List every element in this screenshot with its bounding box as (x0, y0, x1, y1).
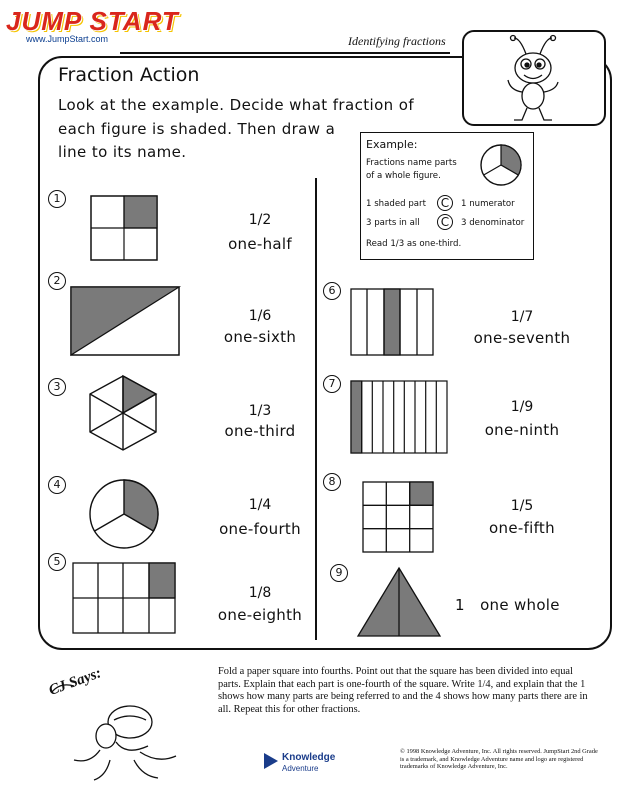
fraction-symbol: 1/3 (248, 403, 272, 419)
fraction-word: one-third (224, 422, 296, 440)
figure-2-rectangle (70, 286, 180, 356)
figure-7-strips (350, 380, 448, 454)
instruction-line: each figure is shaded. Then draw a (58, 120, 336, 138)
publisher-name-line1: Knowledge (282, 752, 336, 763)
figure-9-triangle (356, 566, 442, 638)
publisher-flag-icon (264, 753, 278, 769)
figure-8-square-grid (362, 481, 434, 553)
example-box (360, 132, 534, 260)
fraction-symbol: 1/5 (510, 498, 534, 514)
example-circled-letter: C (437, 195, 453, 211)
example-numerator-label: 1 numerator (461, 199, 515, 209)
logo-url: www.JumpStart.com (26, 34, 109, 44)
fraction-symbol: 1/2 (248, 212, 272, 228)
fraction-word: one-ninth (484, 421, 560, 439)
example-circled-letter: C (437, 214, 453, 230)
publisher-name-line2: Adventure (282, 764, 319, 773)
instruction-line: Look at the example. Decide what fraction of (58, 96, 415, 114)
figure-6-strips (350, 288, 434, 356)
example-heading: Example: (366, 138, 418, 151)
header-rule (120, 52, 450, 54)
character-box (462, 30, 606, 126)
fraction-word: one-sixth (223, 328, 297, 346)
read-fraction: 1/3 (390, 239, 405, 249)
example-circle-figure (479, 143, 523, 187)
example-part-label: 1 shaded part (366, 199, 426, 209)
fraction-symbol: 1/8 (248, 585, 272, 601)
figure-number: 1 (48, 190, 66, 208)
fraction-word: one-seventh (473, 329, 571, 347)
figure-3-hexagon (84, 374, 162, 452)
fraction-word: one whole (480, 596, 560, 614)
figure-number: 9 (330, 564, 348, 582)
example-all-label: 3 parts in all (366, 218, 420, 228)
fraction-symbol: 1 (455, 596, 465, 614)
publisher-logo (282, 752, 335, 774)
fraction-word: one-fourth (219, 520, 301, 538)
example-text: of a whole figure. (366, 171, 441, 181)
example-read-line (366, 239, 461, 249)
read-prefix: Read (366, 239, 388, 249)
figure-5-rect-grid (72, 562, 176, 634)
cj-says-label: CJ Says: (46, 665, 104, 699)
worksheet-topic: Identifying fractions (348, 34, 446, 48)
fraction-whole (455, 596, 595, 614)
worksheet-title: Fraction Action (58, 64, 200, 86)
jumpstart-logo: JUMP START (6, 6, 179, 36)
fraction-word: one-half (228, 235, 292, 253)
teacher-note: Fold a paper square into fourths. Point out that the square has been divided into equal parts. Explain that each part is one-fourth of the square. Write 1/4, and explain that the 1 shows how many parts are being referred to and the 4 shows how many parts there are in all. Repeat this for other fractions. (218, 666, 588, 715)
fraction-symbol: 1/4 (248, 497, 272, 513)
example-text: Fractions name parts (366, 158, 457, 168)
bug-character-icon (464, 32, 604, 124)
figure-number: 4 (48, 476, 66, 494)
copyright-text: © 1998 Knowledge Adventure, Inc. All rights reserved. JumpStart 2nd Grade is a trademark, and Knowledge Adventure name and logo are registered trademarks of Knowledge Adventure, Inc. (400, 748, 598, 771)
figure-1-square (90, 195, 158, 261)
read-suffix: as one-third. (406, 239, 462, 249)
example-denominator-label: 3 denominator (461, 218, 525, 228)
column-divider (315, 178, 317, 640)
figure-4-circle (88, 478, 160, 550)
fraction-word: one-eighth (217, 606, 303, 624)
instruction-line: line to its name. (58, 143, 187, 161)
fraction-symbol: 1/6 (248, 308, 272, 324)
figure-number: 2 (48, 272, 66, 290)
figure-number: 3 (48, 378, 66, 396)
fraction-word: one-fifth (489, 519, 555, 537)
figure-number: 7 (323, 375, 341, 393)
figure-number: 6 (323, 282, 341, 300)
figure-number: 5 (48, 553, 66, 571)
figure-number: 8 (323, 473, 341, 491)
fraction-symbol: 1/7 (510, 309, 534, 325)
fraction-symbol: 1/9 (510, 399, 534, 415)
